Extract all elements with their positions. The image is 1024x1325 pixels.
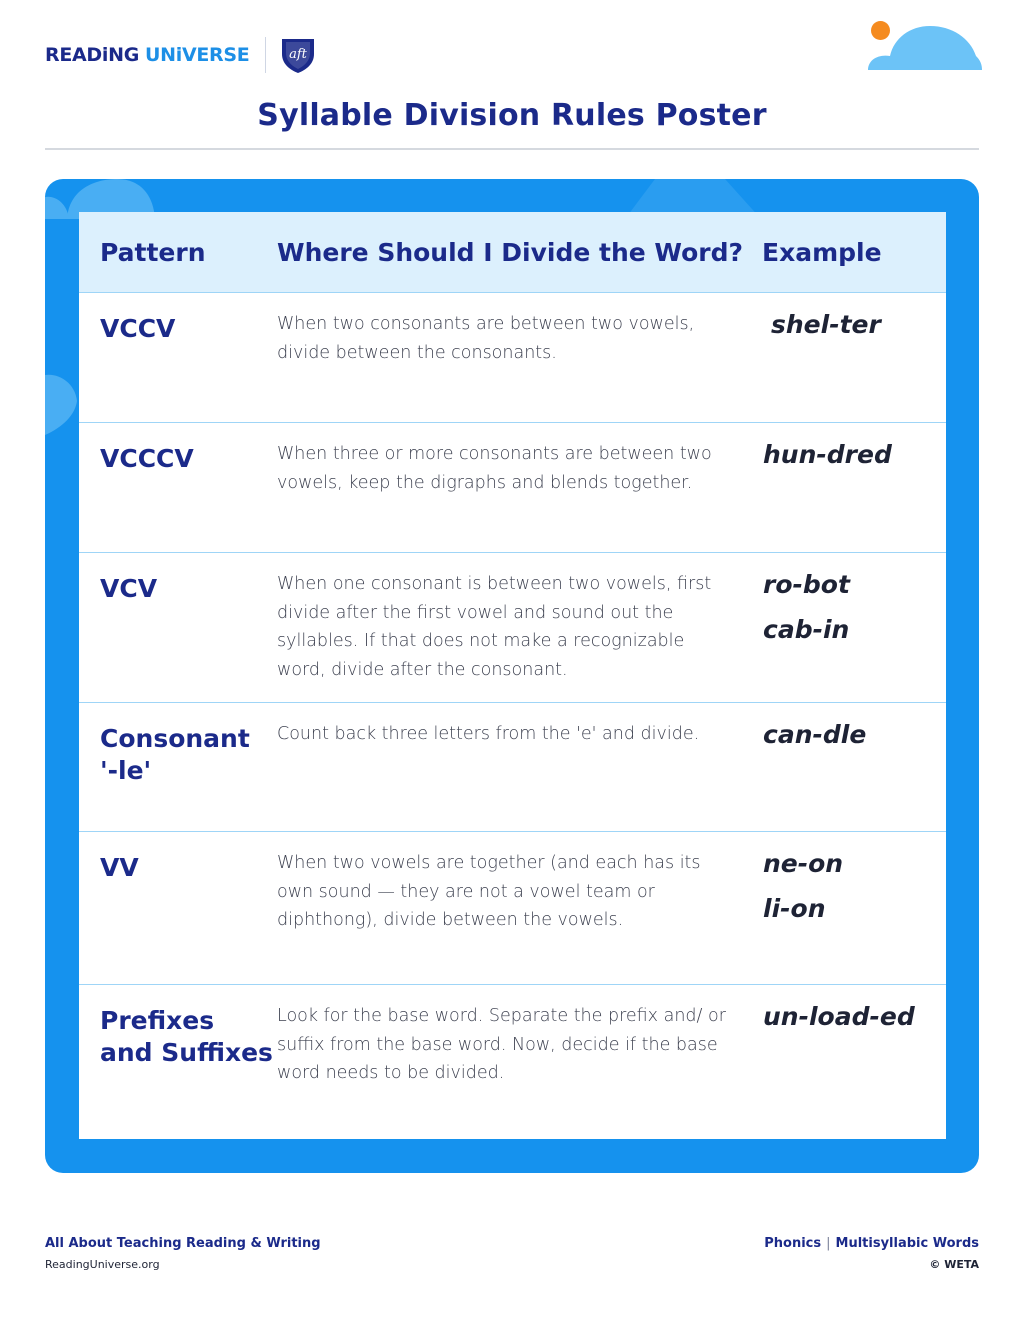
example-word: ro-bot — [763, 570, 850, 599]
example-word: can-dle — [763, 720, 867, 749]
header-example: Example — [762, 238, 882, 267]
example-word: ne-on — [763, 849, 844, 878]
aft-logo-text: aft — [289, 47, 308, 62]
pattern-label: Consonant — [100, 724, 250, 753]
table-header — [79, 212, 946, 292]
reading-universe-logo[interactable] — [45, 36, 318, 74]
pattern-cell — [100, 723, 250, 787]
syllable-rules-table — [79, 212, 946, 1139]
footer-series-title: All About Teaching Reading & Writing — [45, 1236, 321, 1251]
example-word: hun-dred — [763, 440, 892, 469]
example-word: un-load-ed — [763, 1002, 915, 1031]
pattern-label: Prefixes — [100, 1006, 215, 1035]
example-word: cab-in — [763, 615, 850, 644]
header-where: Where Should I Divide the Word? — [277, 238, 744, 267]
description-cell: When three or more consonants are between two vowels, keep the digraphs and blends together. — [277, 444, 712, 493]
example-word: shel-ter — [771, 310, 881, 339]
pattern-cell — [100, 573, 157, 605]
page-title: Syllable Division Rules Poster — [257, 98, 767, 133]
example-cell — [763, 712, 866, 757]
table-row-prefixes-suffixes — [79, 984, 946, 1139]
table-row-consonant-le — [79, 702, 946, 831]
description-cell: Look for the base word. Separate the prefix and/ or suffix from the base word. Now, decide if the base word needs to be divided. — [277, 1006, 726, 1083]
logo-divider — [265, 37, 266, 73]
pattern-label: and Suffixes — [100, 1038, 273, 1067]
table-row-vv — [79, 831, 946, 984]
pattern-cell — [100, 443, 194, 475]
footer-link-multisyllabic[interactable]: Multisyllabic Words — [835, 1236, 979, 1251]
logo-reading-text: READiNG — [45, 43, 139, 66]
table-row-vcccv — [79, 422, 946, 552]
footer-link-phonics[interactable]: Phonics — [764, 1236, 822, 1251]
footer-website-link[interactable]: ReadingUniverse.org — [45, 1258, 160, 1271]
logo-universe-text: UNiVERSE — [145, 43, 250, 66]
pattern-label: VCCCV — [100, 444, 194, 473]
example-cell — [771, 302, 881, 347]
pattern-cell — [100, 852, 139, 884]
pattern-cell — [100, 1005, 273, 1069]
example-cell — [763, 432, 892, 477]
example-word: li-on — [763, 894, 826, 923]
pattern-label: VCV — [100, 574, 158, 603]
pattern-label: '-le' — [100, 756, 152, 785]
pattern-label: VV — [100, 853, 139, 882]
description-cell: When two vowels are together (and each has its own sound — they are not a vowel team or diphthong), divide between the vowels. — [277, 853, 701, 930]
description-cell: When two consonants are between two vowels, divide between the consonants. — [277, 314, 695, 363]
table-row-vcv — [79, 552, 946, 702]
example-cell — [763, 841, 843, 931]
example-cell — [763, 994, 915, 1039]
table-row-vccv — [79, 292, 946, 422]
example-cell — [763, 562, 850, 652]
description-cell: When one consonant is between two vowels, first divide after the first vowel and sound out the syllables. If that does not make a recognizable word, divide after the consonant. — [277, 574, 712, 680]
poster-frame — [45, 179, 979, 1173]
header-pattern: Pattern — [100, 238, 206, 267]
title-divider — [45, 148, 979, 150]
footer-copyright: © WETA — [929, 1258, 979, 1271]
description-cell: Count back three letters from the 'e' and divide. — [277, 724, 700, 744]
footer-link-separator: | — [826, 1236, 831, 1251]
pattern-label: VCCV — [100, 314, 176, 343]
aft-shield-icon — [278, 36, 318, 74]
footer-topic-links — [764, 1236, 979, 1251]
pattern-cell — [100, 313, 175, 345]
cloud-decoration — [866, 22, 982, 72]
